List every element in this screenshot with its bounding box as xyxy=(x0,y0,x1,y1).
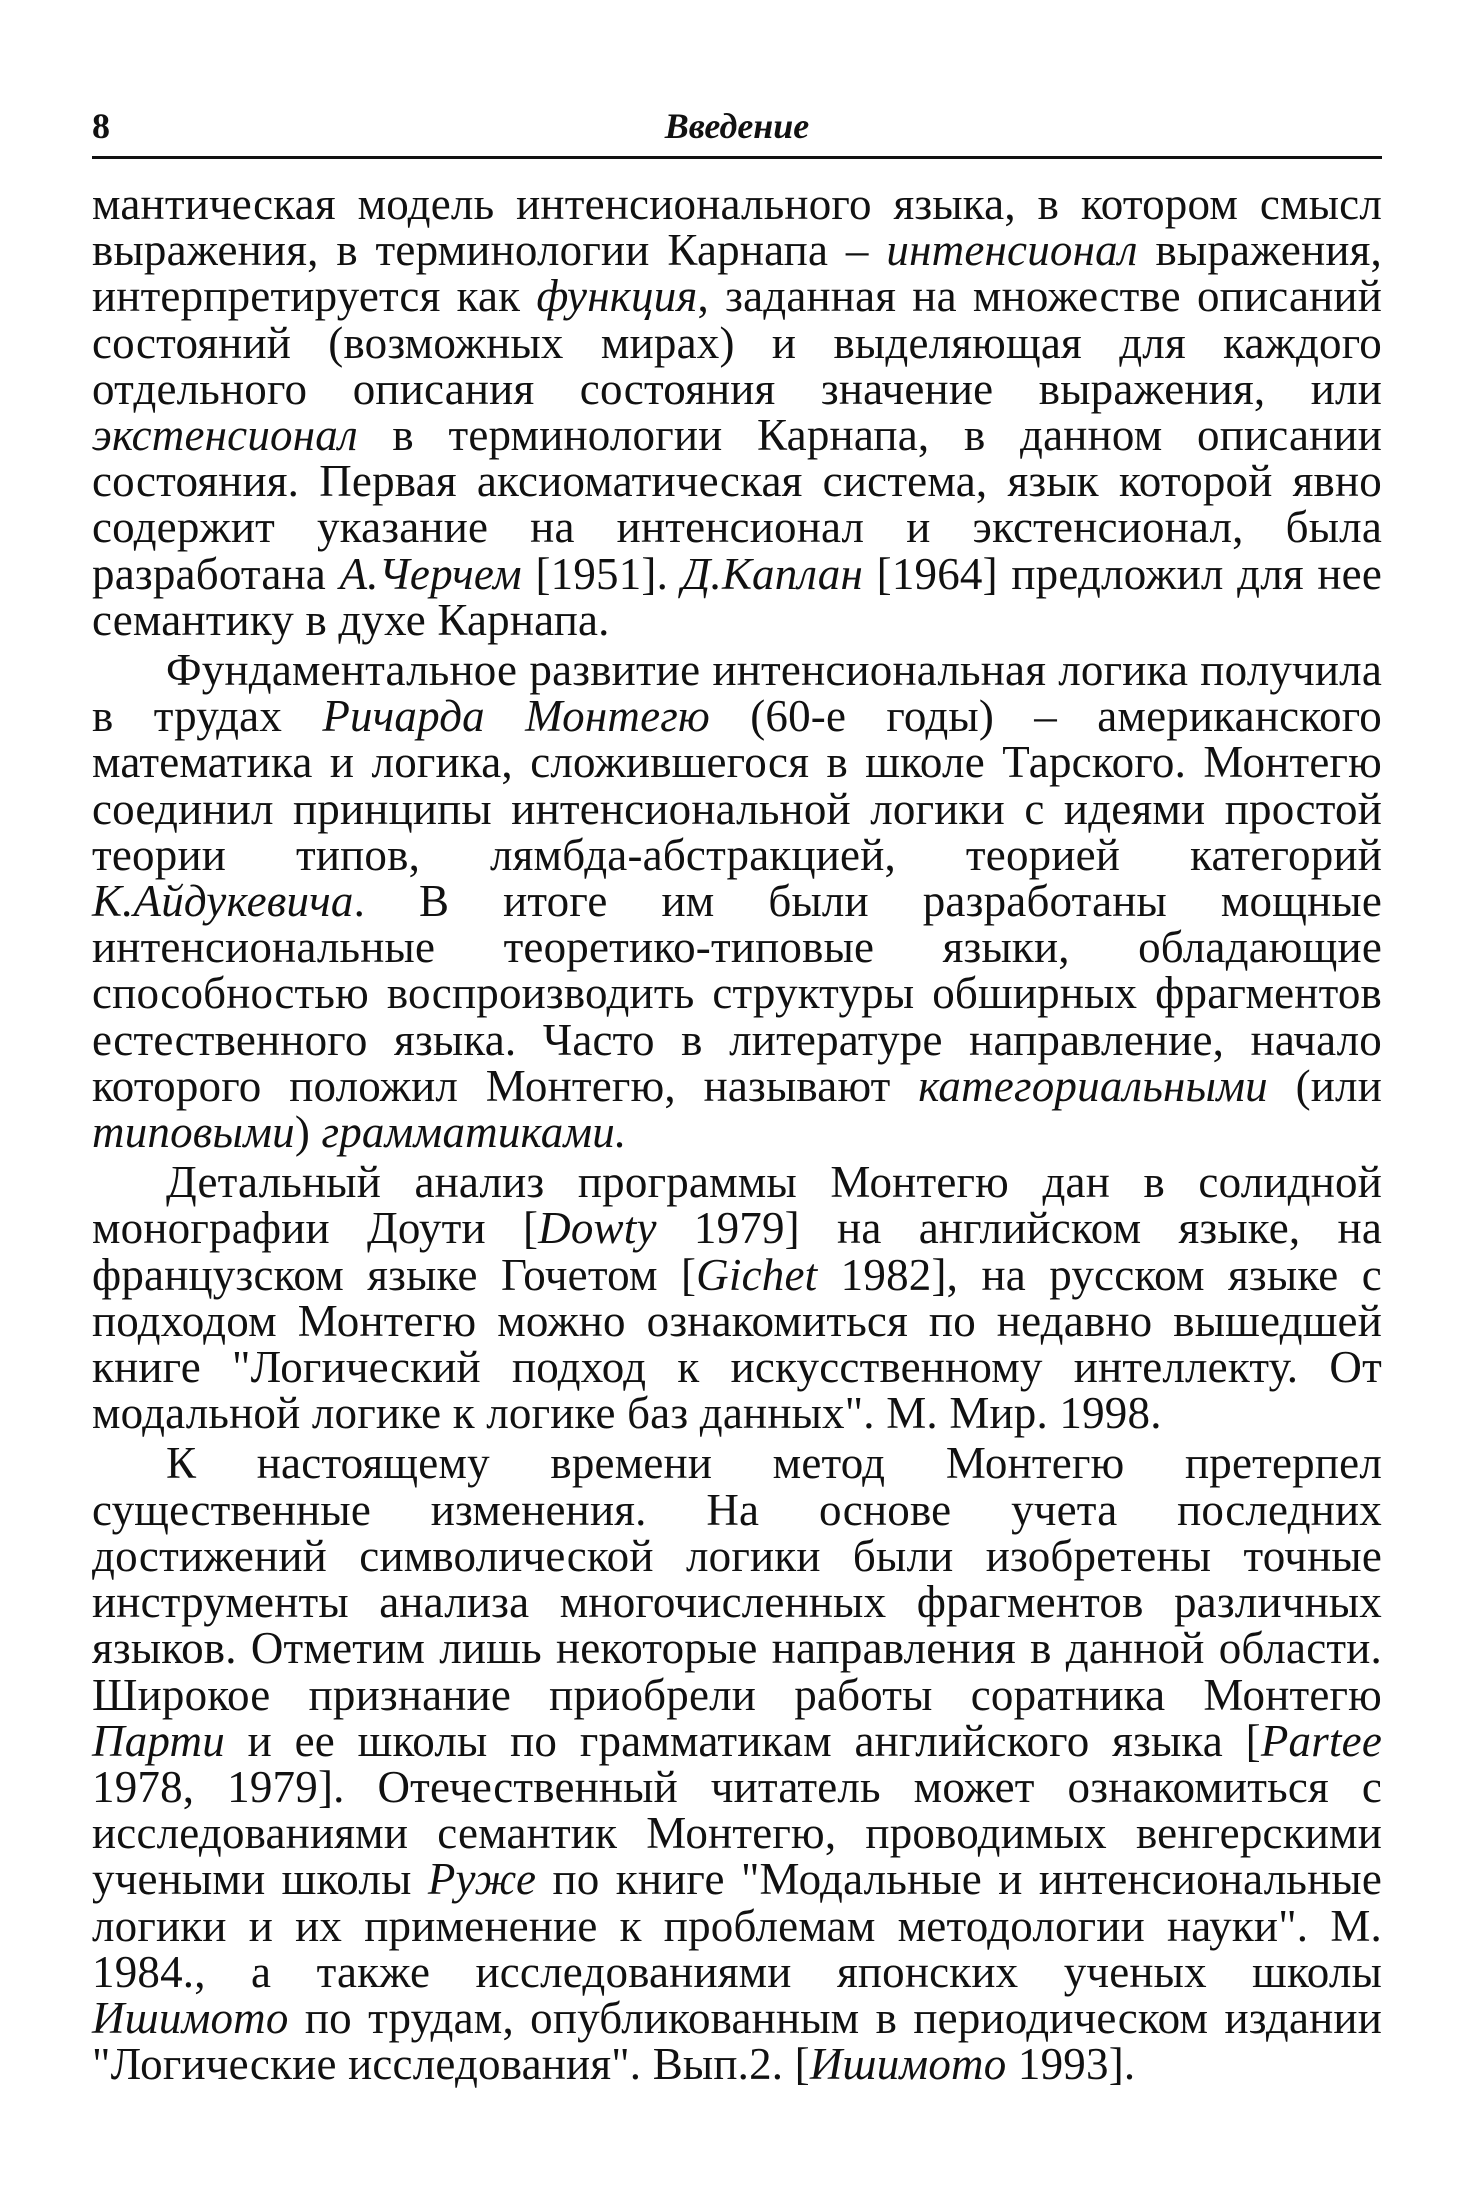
text-run: . В итоге им были разработаны мощные интенсиональные теоретико-типовые языки, обладающие способностью воспроизводить структуры обширных фрагментов естественного языка. Часто в литературе направление, начало которого положил Монтегю, называют xyxy=(92,876,1382,1111)
text-run: (60-е годы) – американского математика и логика, сложившегося в школе Тарского. Монтегю соединил принципы интенсиональной логики с идеями простой теории типов, лямбда-абстракцией, теорией категорий xyxy=(92,691,1382,880)
text-run: (или xyxy=(1267,1060,1382,1111)
text-run: мантическая модель интенсионального языка, в котором смысл выражения, в терминологии Карнапа – xyxy=(92,179,1382,276)
italic-term: Д.Каплан xyxy=(681,548,864,599)
italic-term: Ишимото xyxy=(809,2039,1007,2090)
text-run: К настоящему времени метод Монтегю претерпел существенные изменения. На основе учета последних достижений символической логики были изобретены точные инструменты анализа многочисленных фрагментов различных языков. Отметим лишь некоторые направления в данной области. Широкое признание приобрели работы соратника Монтегю xyxy=(92,1438,1382,1720)
text-run: 1993]. xyxy=(1006,2039,1136,2090)
section-title: Введение xyxy=(664,106,810,146)
italic-term: типовыми xyxy=(92,1107,295,1158)
italic-term: интенсионал xyxy=(886,225,1138,276)
paragraph xyxy=(92,645,1382,1158)
text-run: [1964] предложил для нее семантику в духе Карнапа. xyxy=(92,548,1383,645)
paragraph xyxy=(92,1157,1382,1439)
italic-term: Руже xyxy=(427,1854,537,1905)
italic-term: категориальными xyxy=(918,1060,1268,1111)
text-run: в терминологии Карнапа, в данном описании состояния. Первая аксиоматическая система, язык которой явно содержит указание на интенсионал и экстенсионал, была разработана xyxy=(92,410,1382,599)
running-head xyxy=(92,100,1382,152)
text-run: 1978, 1979]. Отечественный читатель может ознакомиться с исследованиями семантик Монтегю, проводимых венгерскими учеными школы xyxy=(92,1761,1382,1905)
paragraph xyxy=(92,1438,1382,2090)
italic-term: Ричарда Монтегю xyxy=(322,691,710,742)
text-run: ) xyxy=(294,1107,322,1158)
text-run: [1951]. xyxy=(521,548,682,599)
header-rule xyxy=(92,156,1382,159)
text-run: Детальный анализ программы Монтегю дан в солидной монографии Доути [ xyxy=(92,1157,1382,1254)
text-run: Фундаментальное развитие интенсиональная логика получила в трудах xyxy=(92,645,1382,742)
paragraph xyxy=(92,181,1382,643)
text-run: по книге "Модальные и интенсиональные логики и их применение к проблемам методологии науки". М. 1984., а также исследованиями японских ученых школы xyxy=(92,1854,1382,1997)
book-page xyxy=(92,100,1382,2091)
italic-term: Парти xyxy=(92,1715,225,1766)
italic-term: Gichet xyxy=(696,1249,818,1300)
italic-term: функция xyxy=(536,271,698,322)
text-run: по трудам, опубликованным в периодическом издании "Логические исследования". Вып.2. [ xyxy=(92,1992,1382,2090)
body-text xyxy=(92,179,1383,2090)
page-number: 8 xyxy=(92,106,110,146)
italic-term: Dowty xyxy=(538,1203,657,1254)
text-run: , заданная на множестве описаний состояний (возможных мирах) и выделяющая для каждого отдельного описания состояния значение выражения, или xyxy=(92,271,1382,414)
italic-term: экстенсионал xyxy=(92,410,358,461)
text-run: 1982], на русском языке с подходом Монтегю можно ознакомиться по недавно вышедшей книге "Логический подход к искусственному интеллекту. От модальной логике к логике баз данных". М. Мир. 1998. xyxy=(92,1249,1382,1439)
text-run: и ее школы по грамматикам английского языка [ xyxy=(224,1715,1261,1766)
italic-term: Partee xyxy=(1260,1715,1382,1766)
italic-term: К.Айдукевича xyxy=(92,876,354,927)
italic-term: Ишимото xyxy=(92,1992,289,2043)
text-run: 1979] на английском языке, на французском языке Гочетом [ xyxy=(92,1203,1382,1300)
text-run: выражения, интерпретируется как xyxy=(92,225,1382,322)
italic-term: А.Черчем xyxy=(339,548,522,599)
italic-term: грамматиками. xyxy=(321,1107,627,1158)
